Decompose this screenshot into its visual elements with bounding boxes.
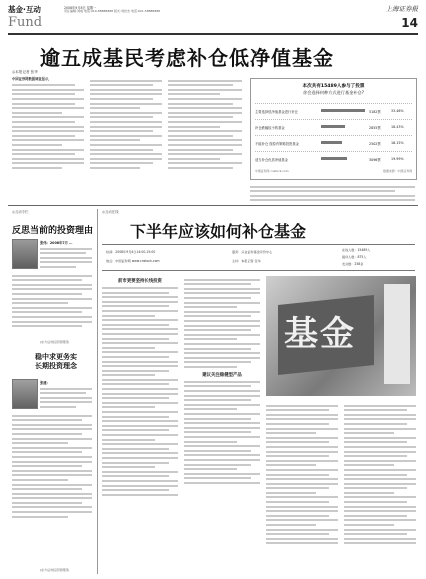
section-title: 基金·互动 (8, 5, 41, 14)
poll-row-label: 补仓跌幅较小的基金 (255, 126, 285, 130)
article-col-3 (266, 402, 338, 547)
lead-intro: 中国证券网数据调查显示， (12, 77, 52, 81)
photo-sign-text: 基金 (284, 314, 356, 354)
article-q-title-1: 前市更要坚持长线投资 (118, 279, 162, 284)
live-replies: 发言数：258条 (342, 262, 364, 266)
column-sub-source: (东方证券投资管理部) (40, 568, 70, 572)
column-sub-body-b (12, 412, 92, 520)
poll-row-count: 2855票 (369, 125, 381, 130)
poll-row-bar (321, 125, 345, 128)
lead-col-3 (168, 77, 242, 171)
poll-row-percent: 33.46% (391, 108, 404, 113)
poll-row-label: 主要选择低净值基金进行补仓 (255, 110, 298, 114)
lead-col-2 (90, 77, 162, 171)
poll-title: 本次共有15489人参与了投票 (302, 84, 365, 89)
poll-row (255, 103, 412, 119)
poll-question: 你会选择何种方式进行基金补仓? (303, 90, 364, 95)
poll-row-percent: 18.43% (391, 124, 404, 129)
column-sub-author: 张建： (40, 381, 50, 385)
poll-row-count: 3096票 (369, 157, 381, 162)
author-photo-1 (12, 239, 38, 269)
poll-row-bar (321, 109, 365, 112)
lead-col-1 (12, 77, 84, 171)
brand-logo: 上海证券报 (385, 5, 418, 13)
live-guests: 嘉宾：兴业证券基金评价中心 (232, 250, 273, 254)
column-sub-body-a (40, 385, 92, 411)
column-title: 反思当前的投资理由 (12, 226, 94, 236)
column-kicker: ◎互动专栏 (12, 210, 29, 214)
poll-footer-left: 中国证券网 cnstock.com (255, 169, 289, 173)
article-photo (266, 276, 416, 396)
column-author: 张伟：2008年7月 … (40, 241, 73, 245)
live-host: 主持：本报记者 张华 (232, 259, 261, 263)
live-title: 下半年应该如何补仓基金 (130, 222, 307, 241)
live-kicker: ◎互动在线 (102, 210, 119, 214)
article-col-1 (102, 276, 178, 498)
column-body-a (40, 245, 92, 271)
poll-row-label: 不能补仓 按原有策略投资基金 (255, 142, 299, 146)
poll-row-count: 2502票 (369, 141, 381, 146)
poll-row-bar (321, 141, 342, 144)
live-participants: 在线人数：15489人 (342, 248, 371, 252)
masthead-contacts: 责任编辑:刘彧 电话:010-88888888 版式:刘世杰 电话:021-58888888 (64, 9, 161, 13)
page-number: 14 (401, 16, 418, 30)
poll-row-bar (321, 157, 347, 160)
poll-row (255, 151, 412, 167)
column-divider (97, 209, 98, 574)
live-venue: 地点：中国证券网 www.cnstock.com (106, 259, 160, 263)
author-photo-2 (12, 379, 38, 409)
article-q-title-2: 建议关注稳健型产品 (202, 372, 242, 378)
poll-row-percent: 19.99% (391, 156, 404, 161)
lead-article (12, 77, 244, 185)
headline: 逾五成基民考虑补仓低净值基金 (40, 46, 334, 70)
poll-row (255, 135, 412, 151)
section-rule (8, 205, 418, 206)
photo-window (384, 284, 410, 384)
masthead (8, 4, 418, 32)
column-body-b (12, 272, 92, 330)
poll-footer-right: 数据来源：中国证券网 (383, 169, 412, 173)
live-time: 时间：2008年9月4日14:00-15:00 (106, 250, 156, 254)
article-col-4 (344, 402, 416, 547)
poll-row (255, 119, 412, 135)
byline: ◎本报记者 张华 (12, 70, 38, 74)
masthead-rule (8, 33, 418, 35)
poll-row-label: 适当补仓优质净值基金 (255, 158, 288, 162)
poll-row-percent: 16.15% (391, 140, 404, 145)
lead-col-4 (250, 183, 415, 204)
poll-row-count: 5182票 (369, 109, 381, 114)
column-source: (东方证券投资管理部) (40, 340, 70, 344)
live-questions: 提问人数：875人 (342, 255, 367, 259)
column-subtitle: 稳中求更务实 长期投资理念 (35, 352, 77, 370)
masthead-meta: 2008年9月8日 星期一 (64, 5, 97, 10)
fund-label: Fund (8, 15, 43, 30)
poll-box (250, 78, 417, 180)
live-info-box (102, 244, 415, 271)
poll-rows (255, 103, 412, 167)
article-col-2 (184, 276, 260, 487)
